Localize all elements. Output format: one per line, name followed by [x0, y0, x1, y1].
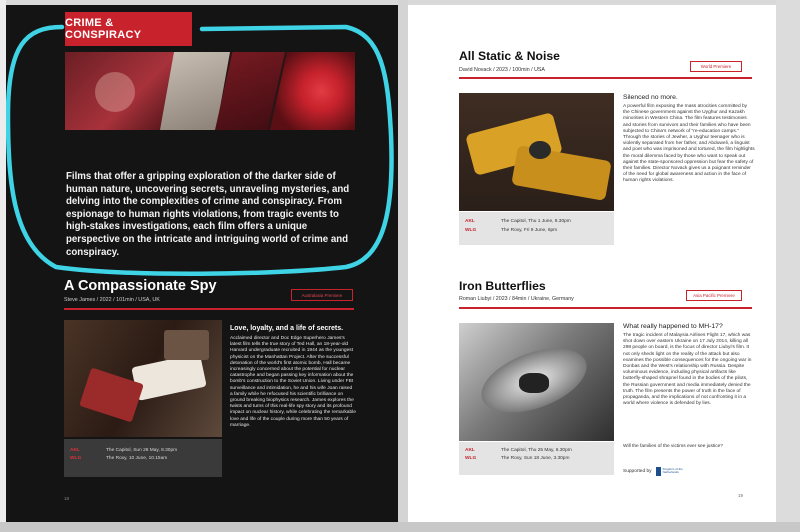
film-synopsis: The tragic incident of Malaysia Airlines Flight 17, which was shot down over eastern Ukraine on 17 July 2014, killing all 298 people on board, is the focus of director Liubyi's film. It not only sheds light on the reality of the attack but also examines the possible consequences for the ongoing war in Donbas and the West's relationship with Russia. Despite voluminous evidence, including physical artifacts like butterfly-shaped shrapnel found in the bodies of the pilots, the Russian government and media immediately denied the truth. The film presents the power of truth in the face of propaganda, and the implications of not confronting it in a world where violence is defended by lies. — [623, 333, 752, 407]
film-hook: Love, loyalty, and a life of secrets. — [230, 325, 344, 332]
screening-city: WLG — [465, 456, 477, 461]
film-meta: Steve James / 2022 / 101min / USA, UK — [64, 297, 160, 303]
screening-city: WLG — [70, 456, 82, 461]
film-question: Will the families of the victims ever see justice? — [623, 444, 723, 449]
screening-city: AKL — [465, 219, 475, 224]
screening-city: AKL — [70, 448, 80, 453]
sponsor-logo — [656, 466, 684, 476]
page-number: 19 — [738, 493, 743, 498]
netherlands-crest-icon — [656, 467, 661, 476]
screening-info: The Capitol, Thu 1 June, 8.30pm — [501, 219, 571, 224]
premiere-badge: Australasia Premiere — [291, 289, 353, 301]
page-gutter — [398, 0, 408, 532]
film-hook: Silenced no more. — [623, 94, 678, 101]
film-synopsis: A powerful film exposing the mass atrocities committed by the Chinese government against the Uyghur and Kazakh minorities in Western China. The film features testimonies and stories from survivors and their families who have been subjected to China's network of "re-education camps." Through the stories of Jewher, a Uyghur teenager who is violently separated from her father, and Abduweli, a linguist and poet who was imprisoned and tortured, the film highlights the moral dilemma faced by those who want to speak out against the state-sponsored oppression but fear the safety of their families. Director Novack gives us a poignant reminder of the need for global awareness and action in the face of human rights violations. — [623, 104, 755, 184]
sponsor-name: Kingdom of the Netherlands — [662, 466, 683, 474]
film-meta: David Novack / 2023 / 100min / USA — [459, 67, 545, 73]
left-page — [6, 5, 398, 522]
divider-rule — [459, 307, 752, 309]
film-still — [64, 320, 222, 437]
divider-rule — [459, 77, 752, 79]
divider-rule — [64, 308, 354, 310]
film-meta: Roman Liubyi / 2023 / 84min / Ukraine, Germany — [459, 296, 574, 302]
section-banner-image — [65, 52, 355, 130]
screening-times — [459, 212, 614, 245]
supported-by-label: Supported by — [623, 469, 652, 474]
premiere-badge: Asia Pacific Premiere — [686, 290, 742, 301]
screening-info: The Capitol, Sun 28 May, 8.30pm — [106, 448, 178, 453]
section-intro: Films that offer a gripping exploration of the darker side of human nature, uncovering secrets, unraveling mysteries, and delving into the complexities of crime and conspiracy. From espionage to human rights violations, from tragic events to high-stakes investigations, each film offers a unique perspective on the intricate and intriguing world of crime and conspiracy. — [66, 171, 350, 258]
film-still — [459, 93, 614, 211]
screening-info: The Roxy, 10 June, 10.15am — [106, 456, 168, 461]
viewer-right-margin — [776, 0, 800, 532]
film-title: All Static & Noise — [459, 49, 560, 63]
film-synopsis: Acclaimed director and Doc Edge Superhero James's latest film tells the true story of Ted Hall, an 18-year-old Harvard undergraduate recruited in 1944 as the youngest physicist on the Manhattan Project. After the successful detonation of the world's first atomic bomb, Hall became increasingly concerned about the potential for nuclear catastrophe and began passing key information about the bomb's construction to the Soviet Union. Living under FBI surveillance and intimidation, he and his wife Joan raised a family while he refocused his scientific brilliance on ground breaking biophysics research. James explores the twists and turns of this real-life spy story and its profound impact on nuclear history, while celebrating the remarkable love and life of the couple during more than 50 years of marriage. — [230, 336, 356, 428]
section-tag: CRIME & CONSPIRACY — [65, 12, 192, 46]
screening-city: AKL — [465, 448, 475, 453]
film-title: Iron Butterflies — [459, 279, 546, 293]
screening-info: The Roxy, Sun 18 June, 3.30pm — [501, 456, 570, 461]
screening-info: The Roxy, Fri 9 June, 6pm — [501, 228, 558, 233]
screening-times — [64, 439, 222, 477]
premiere-badge: World Premiere — [690, 61, 742, 72]
film-still — [459, 323, 614, 441]
film-hook: What really happened to MH-17? — [623, 323, 723, 330]
viewer-bottom-bar — [0, 522, 800, 532]
screening-city: WLG — [465, 228, 477, 233]
film-title: A Compassionate Spy — [64, 278, 217, 294]
screening-times — [459, 442, 614, 475]
hand-drawn-highlight-loop — [6, 5, 398, 305]
right-page — [408, 5, 776, 522]
page-number: 18 — [64, 496, 69, 501]
screening-info: The Capitol, Thu 25 May, 6.30pm — [501, 448, 572, 453]
